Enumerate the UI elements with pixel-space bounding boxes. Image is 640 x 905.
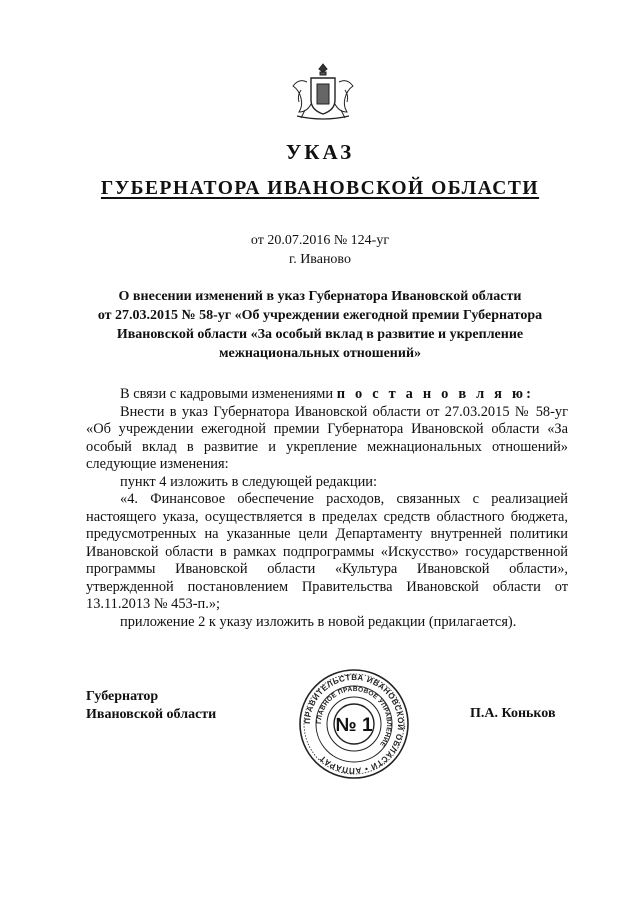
paragraph: «4. Финансовое обеспечение расходов, связанных с реализацией настоящего указа, осуществляется в пределах средств областного бюджета, предусмотренных на указанные цели Департаменту внутренней политики Ивановской области в рамках подпрограммы «Искусство» государственной программы Ивановской области «Культура Ивановской области», утвержденной постановлением Правительства Ивановской области от 13.11.2013 № 453-п.»; [86, 491, 568, 612]
body-text [86, 386, 568, 631]
coat-of-arms-icon [287, 60, 359, 122]
paragraph: Внести в указ Губернатора Ивановской области от 27.03.2015 № 58-уг «Об учреждении ежегодной премии Губернатора Ивановской области «За особый вклад в развитие и укрепление межнациональных отношений» следующие изменения: [86, 403, 568, 472]
city: г. Иваново [289, 252, 351, 267]
subject-heading [80, 287, 560, 363]
subject-line: Ивановской области «За особый вклад в развитие и укрепление [116, 327, 524, 342]
intro-paragraph [86, 386, 568, 404]
subject-line: от 27.03.2015 № 58-уг «Об учреждении ежегодной премии Губернатора [97, 308, 543, 323]
position-line: Губернатор [86, 689, 159, 704]
stamp-outer-text: ПРАВИТЕЛЬСТВА ИВАНОВСКОЙ ОБЛАСТИ • АППАРАТ [302, 672, 406, 776]
signatory-name: П.А. Коньков [470, 706, 556, 721]
position-line: Ивановской области [86, 707, 217, 722]
subject-line: межнациональных отношений» [218, 346, 422, 361]
paragraph: приложение 2 к указу изложить в новой редакции (прилагается). [120, 613, 517, 630]
date-number: от 20.07.2016 № 124-уг [250, 233, 390, 248]
subject-line: О внесении изменений в указ Губернатора Ивановской области [118, 289, 522, 304]
official-stamp [298, 668, 410, 780]
intro-text: В связи с кадровыми изменениями [120, 386, 334, 402]
document-subtitle: ГУБЕРНАТОРА ИВАНОВСКОЙ ОБЛАСТИ [100, 178, 540, 199]
document-title: УКАЗ [285, 140, 355, 164]
resolve-word: п о с т а н о в л я ю: [336, 386, 535, 402]
stamp-inner-text: ГЛАВНОЕ ПРАВОВОЕ УПРАВЛЕНИЕ [315, 685, 393, 748]
stamp-number: № 1 [335, 715, 373, 736]
signatory-position [86, 688, 216, 724]
paragraph: пункт 4 изложить в следующей редакции: [120, 473, 377, 490]
